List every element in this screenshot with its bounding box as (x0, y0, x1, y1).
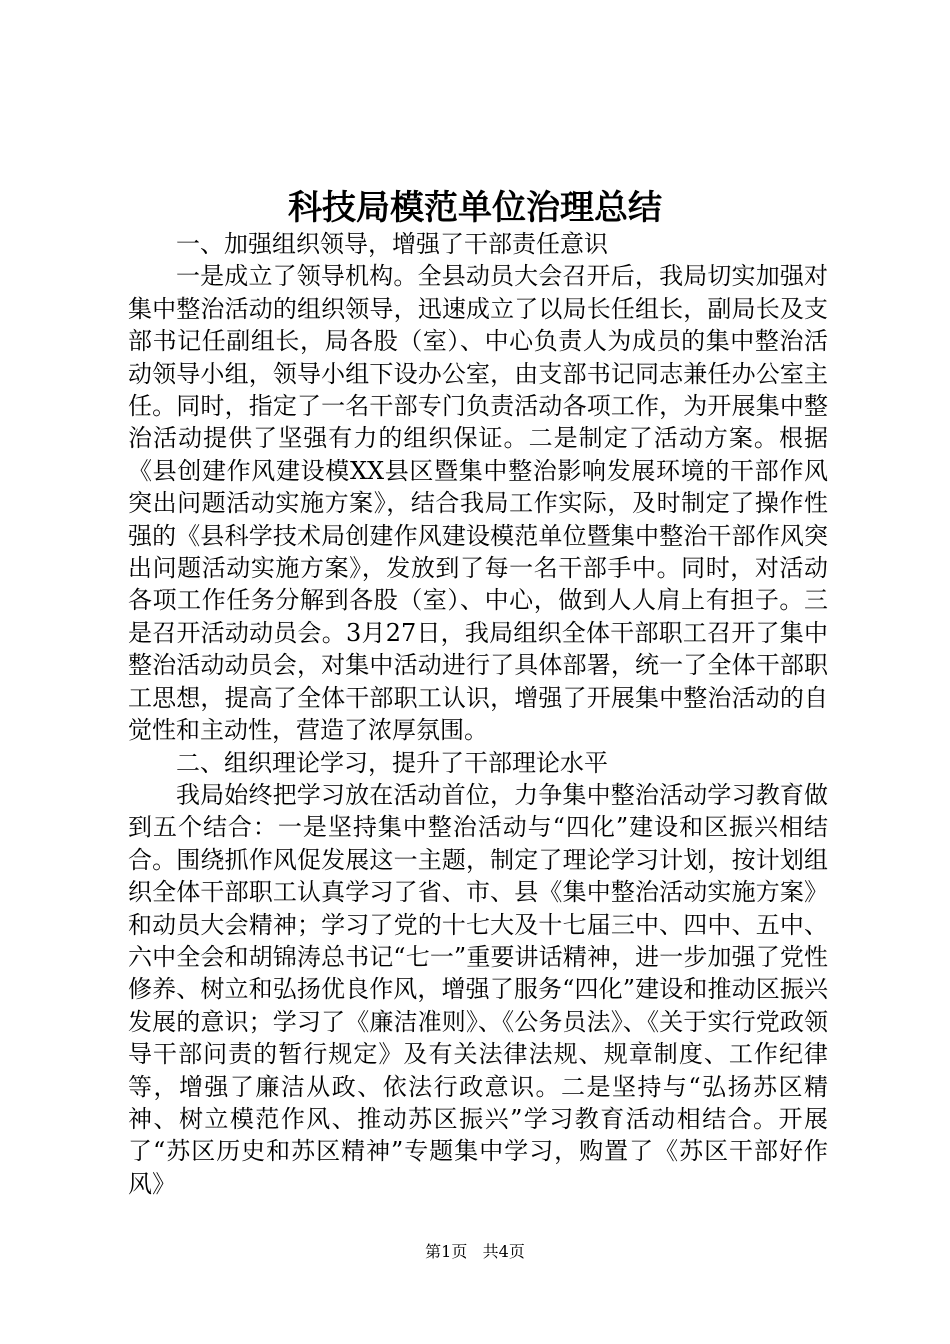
section-paragraph-1: 一是成立了领导机构。全县动员大会召开后，我局切实加强对集中整治活动的组织领导，迅速成立了以局长任组长，副局长及支部书记任副组长，局各股（室）、中心负责人为成员的集中整治活动领导小组，领导小组下设办公室，由支部书记同志兼任办公室主任。同时，指定了一名干部专门负责活动各项工作，为开展集中整治活动提供了坚强有力的组织保证。二是制定了活动方案。根据《县创建作风建设模XX县区暨集中整治影响发展环境的干部作风突出问题活动实施方案》，结合我局工作实际，及时制定了操作性强的《县科学技术局创建作风建设模范单位暨集中整治干部作风突出问题活动实施方案》，发放到了每一名干部手中。同时，对活动各项工作任务分解到各股（室）、中心，做到人人肩上有担子。三是召开活动动员会。3月27日，我局组织全体干部职工召开了集中整治活动动员会，对集中活动进行了具体部署，统一了全体干部职工思想，提高了全体干部职工认识，增强了开展集中整治活动的自觉性和主动性，营造了浓厚氛围。 (128, 262, 828, 745)
page-footer (0, 1241, 950, 1263)
document-title: 科技局模范单位治理总结 (288, 188, 662, 228)
section-heading-2: 二、组织理论学习，提升了干部理论水平 (176, 748, 608, 777)
section-heading-1: 一、加强组织领导，增强了干部责任意识 (176, 230, 608, 258)
document-body (128, 228, 828, 1200)
page-number: 第1页 (425, 1242, 468, 1261)
page-total: 共4页 (482, 1242, 525, 1261)
section-paragraph-2: 我局始终把学习放在活动首位，力争集中整治活动学习教育做到五个结合：一是坚持集中整治活动与“四化”建设和区振兴相结合。围绕抓作风促发展这一主题，制定了理论学习计划，按计划组织全体干部职工认真学习了省、市、县《集中整治活动实施方案》和动员大会精神；学习了党的十七大及十七届三中、四中、五中、六中全会和胡锦涛总书记“七一”重要讲话精神，进一步加强了党性修养、树立和弘扬优良作风，增强了服务“四化”建设和推动区振兴发展的意识；学习了《廉洁准则》、《公务员法》、《关于实行党政领导干部问责的暂行规定》及有关法律法规、规章制度、工作纪律等，增强了廉洁从政、依法行政意识。二是坚持与“弘扬苏区精神、树立模范作风、推动苏区振兴”学习教育活动相结合。开展了“苏区历史和苏区精神”专题集中学习，购置了《苏区干部好作风》 (128, 780, 828, 1198)
page-separator (472, 1242, 477, 1261)
